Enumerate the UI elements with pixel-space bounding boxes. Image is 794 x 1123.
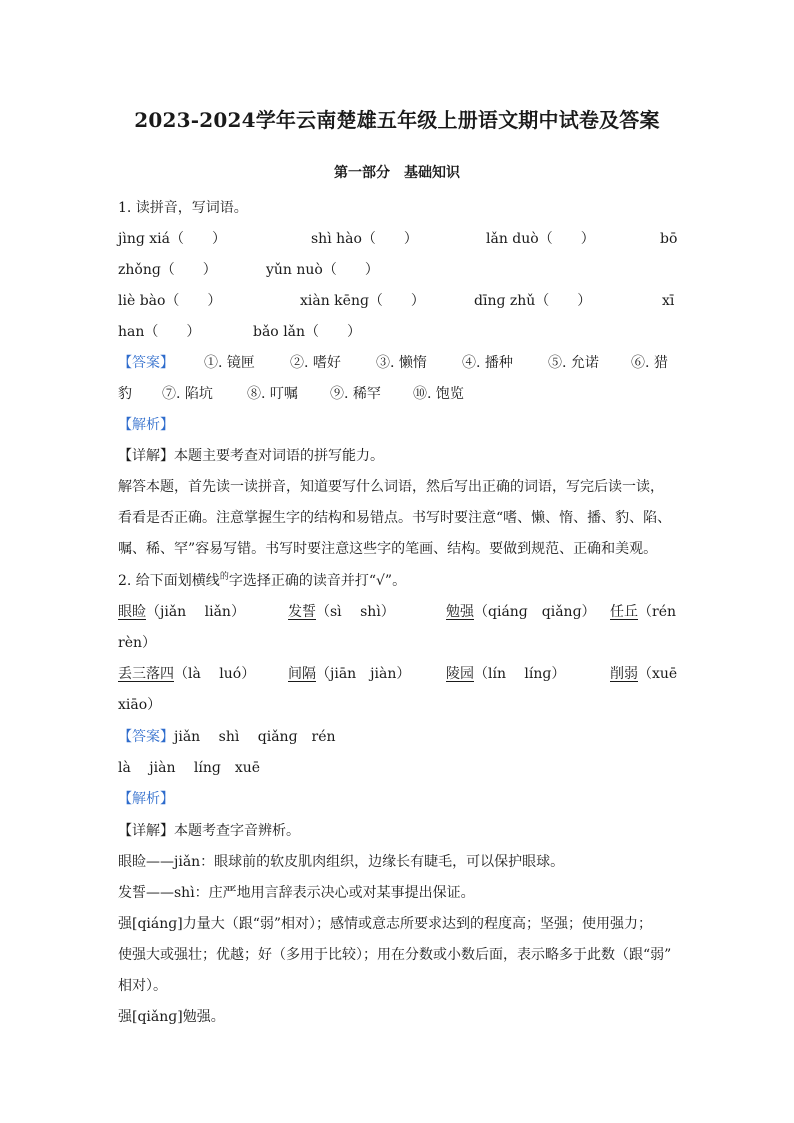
q2-item: 间隔（jiān jiàn） (288, 666, 411, 682)
page-title: 2023-2024学年云南楚雄五年级上册语文期中试卷及答案 (134, 108, 660, 132)
q1-paragraph: 看看是否正确。注意掌握生字的结构和易错点。书写时要注意“嗜、懒、惰、播、豹、陷、 (118, 510, 672, 526)
q1-item-5: yǔn nuò（ ） (266, 262, 379, 278)
q1-answer-2: ②. 嗜好 (290, 355, 341, 371)
q1-item-1: jìnɡ xiá（ ） (118, 231, 226, 247)
q2-item: 丢三落四（là luó） (118, 666, 256, 682)
q1-item-10: bǎo lǎn（ ） (253, 324, 362, 340)
q1-item-9a: xī (662, 293, 675, 309)
q1-answer-6b: 豹 (118, 386, 132, 402)
q1-answer-tag: 【答案】 (118, 355, 174, 371)
q2-detail: 【详解】本题考查字音辨析。 (118, 823, 300, 839)
q2-analysis-tag: 【解析】 (118, 791, 174, 807)
q1-answer-6a: ⑥. 猎 (631, 355, 668, 371)
q2-item: 任丘（rén (610, 604, 676, 620)
q1-item-9b: han（ ） (118, 324, 201, 340)
q2-explanation: 眼睑——jiǎn：眼球前的软皮肌肉组织，边缘长有睫毛，可以保护眼球。 (118, 854, 565, 870)
q2-item: 勉强（qiánɡ qiǎnɡ） (446, 604, 596, 620)
q2-explanation: 发誓——shì：庄严地用言辞表示决心或对某事提出保证。 (118, 885, 475, 901)
q1-paragraph: 嘱、稀、罕”容易写错。书写时要注意这些字的笔画、结构。要做到规范、正确和美观。 (118, 541, 658, 557)
q1-paragraph: 解答本题，首先读一读拼音，知道要写什么词语，然后写出正确的词语，写完后读一读， (118, 479, 664, 495)
q1-answer-9: ⑨. 稀罕 (330, 386, 381, 402)
q1-item-6: liè bào（ ） (118, 293, 222, 309)
q2-item-tail: rèn） (118, 635, 156, 651)
q2-explanation: 相对）。 (118, 978, 167, 994)
q1-item-8: dīnɡ zhǔ（ ） (474, 293, 592, 309)
q1-analysis-tag: 【解析】 (118, 417, 174, 433)
q1-item-2: shì hào（ ） (311, 231, 418, 247)
q2-item: 发誓（sì shì） (288, 604, 395, 620)
q1-answer-1: ①. 镜匣 (204, 355, 255, 371)
q1-answer-8: ⑧. 叮嘱 (247, 386, 298, 402)
q2-item: 眼睑（jiǎn liǎn） (118, 604, 245, 620)
q1-prompt: 1. 读拼音，写词语。 (118, 200, 248, 216)
q1-item-7: xiàn kēnɡ（ ） (300, 293, 425, 309)
q1-answer-3: ③. 懒惰 (376, 355, 427, 371)
q2-item: 削弱（xuē (610, 666, 678, 682)
q2-prompt: 2. 给下面划横线$^的$字选择正确的读音并打“√”。 (118, 572, 407, 589)
q1-answer-4: ④. 播种 (462, 355, 513, 371)
q1-answer-10: ⑩. 饱览 (413, 386, 464, 402)
q2-answer-cont: là jiàn línɡ xuē (118, 760, 261, 776)
q1-item-4b: zhǒnɡ（ ） (118, 262, 217, 278)
q2-explanation: 使强大或强壮；优越；好（多用于比较）；用在分数或小数后面，表示略多于此数（跟“弱” (118, 947, 672, 963)
q2-answer: 【答案】jiǎn shì qiǎnɡ rén (118, 729, 336, 745)
q2-explanation: 强[qiǎnɡ]勉强。 (118, 1009, 225, 1025)
q1-detail: 【详解】本题主要考查对词语的拼写能力。 (118, 448, 384, 464)
q2-item: 陵园（lín línɡ） (446, 666, 566, 682)
q2-explanation: 强[qiánɡ]力量大（跟“弱”相对）；感情或意志所要求达到的程度高；坚强；使用强力； (118, 916, 653, 932)
q1-answer-5: ⑤. 允诺 (548, 355, 599, 371)
q1-item-3: lǎn duò（ ） (486, 231, 595, 247)
section-heading: 第一部分 基础知识 (334, 165, 460, 181)
q1-answer-7: ⑦. 陷坑 (162, 386, 213, 402)
q1-item-4a: bō (660, 231, 678, 247)
q2-item-tail: xiāo） (118, 697, 162, 713)
